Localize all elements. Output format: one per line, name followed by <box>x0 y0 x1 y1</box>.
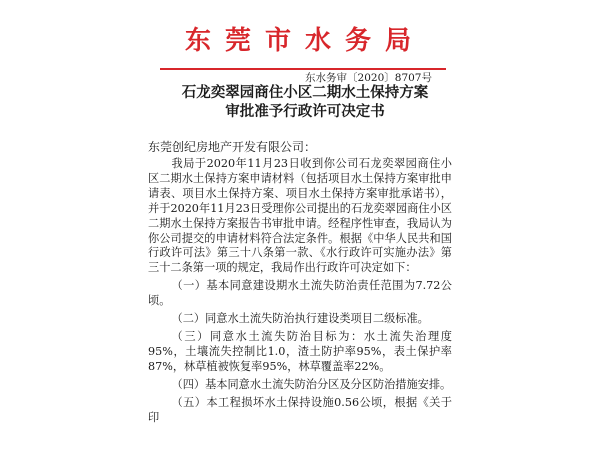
red-divider-line <box>160 68 446 70</box>
title-line-2: 审批准予行政许可决定书 <box>225 104 385 120</box>
decision-item-4: （四）基本同意水土流失防治分区及分区防治措施安排。 <box>171 377 452 391</box>
document-body <box>148 157 452 425</box>
decision-item-2: （二）同意水土流失防治执行建设类项目二级标准。 <box>171 312 429 326</box>
document-number: 东水务审〔2020〕8707号 <box>305 72 432 84</box>
decision-item-3: （三）同意水土流失防治目标为：水土流失治理度95%，土壤流失控制比1.0，渣土防护率95%，表土保护率87%，林草植被恢复率95%，林草覆盖率22%。 <box>148 329 452 373</box>
decision-item-5: （五）本工程损坏水土保持设施0.56公顷，根据《关于印 <box>148 395 452 424</box>
recipient-line: 东莞创纪房地产开发有限公司： <box>148 140 317 154</box>
title-line-1: 石龙奕翠园商住小区二期水土保持方案 <box>181 85 429 101</box>
decision-item-1: （一）基本同意建设期水土流失防治责任范围为7.72公顷。 <box>148 279 452 308</box>
document-title <box>150 84 460 122</box>
intro-paragraph: 我局于2020年11月23日收到你公司石龙奕翠园商住小区二期水土保持方案申请材料（包括项目水土保持方案审批申请表、项目水土保持方案、项目水土保持方案审批承诺书），并于2020年11月23日受理你公司提出的石龙奕翠园商住小区二期水土保持方案报告书审批申请。经程序性审查，我局认为你公司提交的申请材料符合法定条件。根据《中华人民共和国行政许可法》第三十八条第一款、《水行政许可实施办法》第三十二条第一项的规定，我局作出行政许可决定如下： <box>148 157 452 275</box>
issuing-authority-header: 东莞市水务局 <box>184 26 425 56</box>
